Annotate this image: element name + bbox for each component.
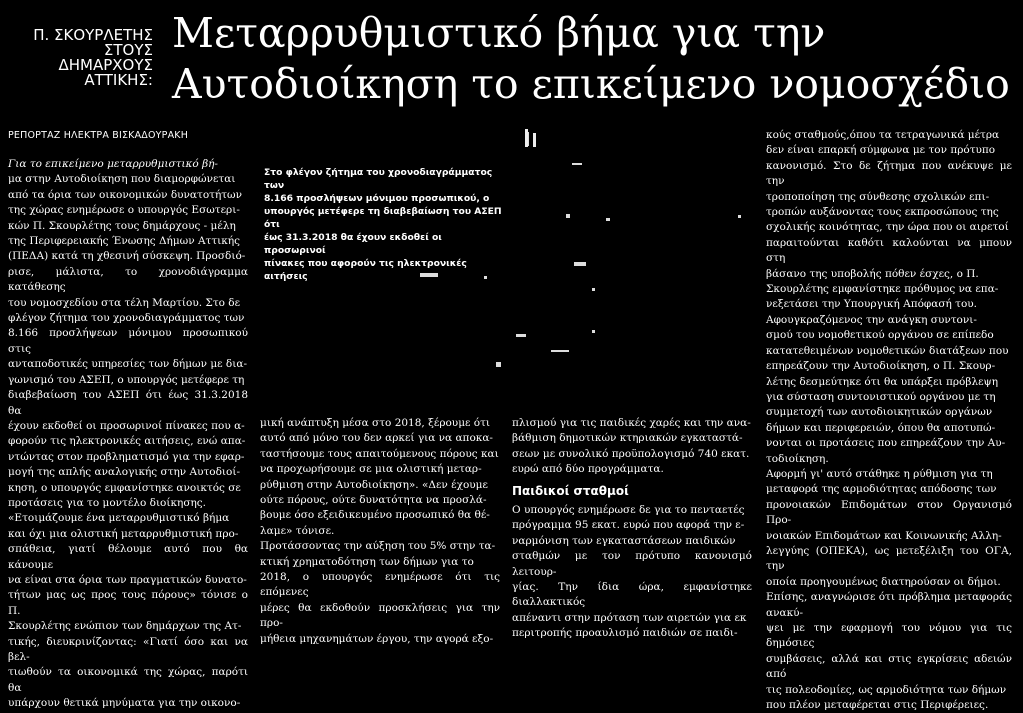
text-line: φορούν τις ηλεκτρονικές αιτήσεις, ενώ απα- xyxy=(8,435,246,448)
text-line: περιτροπής προαυλισμό παιδιών σε παιδι- xyxy=(512,627,738,640)
text-line: ντώντας στον προβληματισμό για την εφαρ- xyxy=(8,450,245,463)
text-line: τροπών αυξάνοντας τους εκπροσώπους της xyxy=(766,206,999,219)
kicker-line: ΑΤΤΙΚΗΣ: xyxy=(84,71,153,89)
text-line: νεξετάσει την Υπουργική Απόφασή του. xyxy=(766,298,978,311)
text-line: νονται οι προτάσεις που επηρεάζουν την Αυ- xyxy=(766,437,1006,450)
text-line: νοιακών Επιδομάτων και Κοινωνικής Αλλη- xyxy=(766,529,1002,542)
column-2 xyxy=(260,416,500,647)
column-3 xyxy=(512,416,752,642)
text-line: Για το επικείμενο μεταρρυθμιστικό βή- xyxy=(8,158,218,170)
text-line: (ΠΕΔΑ) κατά τη χθεσινή σύσκεψη. Προσδιό- xyxy=(8,250,246,263)
text-line: μογή της απλής αναλογικής στην Αυτοδιοί- xyxy=(8,466,241,479)
text-line: «Ετοιμάζουμε ένα μεταρρυθμιστικό βήμα xyxy=(8,512,230,525)
text-line: Αφουγκραζόμενος την ανάγκη συντονι- xyxy=(766,313,977,326)
kicker-line: ΔΗΜΑΡΧΟΥΣ xyxy=(58,56,153,74)
headline xyxy=(172,8,1017,110)
text-line: αυτό από μόνο του δεν αρκεί για να αποκα- xyxy=(260,432,493,445)
text-line: ψει με την εφαρμογή του νόμου για τις δημόσιες xyxy=(766,622,1012,650)
text-line: κατατεθειμένων νομοθετικών διατάξεων που xyxy=(766,344,1009,357)
text-line: 8.166 προσλήψεων μόνιμου προσωπικού στις xyxy=(8,327,248,355)
text-line: σμού του νομοθετικού οργάνου σε επίπεδο xyxy=(766,329,994,342)
text-line: βάσανο της υποβολής πόθεν έσχες, ο Π. xyxy=(766,267,979,280)
text-line: οποία προηγουμένως διατηρούσαν οι δήμοι. xyxy=(766,575,1001,588)
subheading: Παιδικοί σταθμοί xyxy=(512,483,629,498)
text-line: Προτάσσοντας την αύξηση του 5% στην τα- xyxy=(260,540,496,553)
text-line: σπάθεια, γιατί θέλουμε αυτό που θα κάνουμε xyxy=(8,543,248,571)
text-line: συμβάσεις, αλλά και στις εγκρίσεις αδειών από xyxy=(766,652,1012,681)
caption-line: έως 31.3.2018 θα έχουν εκδοθεί οι προσωρινοί xyxy=(264,232,442,256)
text-line: τικής, διευκρινίζοντας: «Γιατί όσο και να βελ- xyxy=(8,635,248,663)
text-line: σεων με συνολικό προϋπολογισμό 740 εκατ. xyxy=(512,447,750,460)
text-line: τοδιοίκηση. xyxy=(766,452,829,465)
text-line: Σκουρλέτης εμφανίστηκε πρόθυμος να επα- xyxy=(766,283,999,296)
text-line: κών Π. Σκουρλέτης τους δημάρχους - μέλη xyxy=(8,219,236,232)
text-line: λεγγύης (ΟΠΕΚΑ), ως μετεξέλιξη του ΟΓΑ, την xyxy=(766,544,1012,573)
text-line: για σύσταση συντονιστικού οργάνου με τη xyxy=(766,390,996,403)
text-line: μική ανάπτυξη μέσα στο 2018, ξέρουμε ότι xyxy=(260,417,491,429)
text-line: σταθμών με τον πρότυπο κανονισμό λειτουρ- xyxy=(512,550,752,578)
text-line: λαμε» τόνισε. xyxy=(260,524,335,537)
text-line: τροποποίηση της σύνθεσης σχολικών επι- xyxy=(766,190,990,203)
text-line: ευρώ από δύο προγράμματα. xyxy=(512,463,664,476)
caption-line: 8.166 προσλήψεων μόνιμου προσωπικού, ο xyxy=(264,193,490,204)
text-line: Σκουρλέτης ενώπιον των δημάρχων της Ατ- xyxy=(8,620,242,633)
text-line: πλισμού για τις παιδικές χαρές και την ανα- xyxy=(512,417,751,429)
text-line: τιωθούν τα οικονομικά της χώρας, παρότι θα xyxy=(8,666,248,694)
text-line: γωνισμό του ΑΣΕΠ, ο υπουργός μετέφερε τη xyxy=(8,373,245,386)
text-line: φλέγον ζήτημα του χρονοδιαγράμματος των xyxy=(8,312,245,325)
text-line: πρόγραμμα 95 εκατ. ευρώ που αφορά την ε- xyxy=(512,519,745,532)
text-line: τις πολεοδομίες, ως αρμοδιότητα των δήμων xyxy=(766,683,1007,696)
text-line: μεταφορά της αρμοδιότητας απόδοσης των xyxy=(766,483,997,496)
kicker xyxy=(8,28,153,88)
text-line: συμμετοχή των αυτοδιοικητικών οργάνων xyxy=(766,406,993,419)
text-line: προτάσεις για το μοντέλο διοίκησης. xyxy=(8,496,207,509)
text-line: κανονισμό. Στο δε ζήτημα που ανέκυψε με την xyxy=(766,159,1012,188)
text-line: σχολικής κοινότητας, την ώρα που οι αιρετοί xyxy=(766,221,1009,234)
text-line: ούτε πόρους, ούτε δυνατότητα να προσλά- xyxy=(260,494,487,507)
headline-line: Μεταρρυθμιστικό βήμα για την xyxy=(172,9,826,57)
photo-caption xyxy=(264,166,504,283)
text-line: βουμε όσο εξειδικευμένο προσωπικό θα θέ- xyxy=(260,509,490,522)
text-line: απέναντι στην πρόταση των αιρετών για εκ xyxy=(512,611,747,624)
text-line: Επίσης, αναγνώρισε ότι πρόβλημα μεταφοράς ανακύ- xyxy=(766,591,1012,619)
text-line: 2018, ο υπουργός ενημέρωσε ότι τις επόμενες xyxy=(260,571,500,599)
text-line: μα στην Αυτοδιοίκηση που διαμορφώνεται xyxy=(8,173,236,186)
column-1 xyxy=(8,157,248,712)
text-line: κηση, ο υπουργός εμφανίστηκε ανοικτός σε xyxy=(8,481,241,494)
text-line: προνοιακών Επιδομάτων στον Οργανισμό Προ- xyxy=(766,498,1012,527)
text-line: ρισε, μάλιστα, το χρονοδιάγραμμα κατάθεσης xyxy=(8,265,248,294)
text-line: επηρεάζουν την Αυτοδιοίκηση, ο Π. Σκουρ- xyxy=(766,360,996,373)
text-line: να προχωρήσουμε σε μια ολιστική μεταρ- xyxy=(260,463,482,476)
column-4 xyxy=(766,128,1012,713)
text-line: παραιτούνται καθότι καλούνται να μπουν στη xyxy=(766,236,1012,265)
text-line: μέρες θα εκδοθούν προσκλήσεις για την προ- xyxy=(260,601,500,630)
caption-line: πίνακες που αφορούν τις ηλεκτρονικές αιτήσεις xyxy=(264,258,467,282)
text-line: μήθεια μηχανημάτων έργου, την αγορά εξο- xyxy=(260,632,494,645)
text-line: της Περιφερειακής Ένωσης Δήμων Αττικής xyxy=(8,235,240,248)
text-line: τήτων μας ως προς τους πόρους» τόνισε ο Π. xyxy=(8,589,248,617)
text-line: διαβεβαίωση του ΑΣΕΠ ότι έως 31.3.2018 θα xyxy=(8,389,248,417)
text-line: κούς σταθμούς,όπου τα τετραγωνικά μέτρα xyxy=(766,129,1000,141)
text-line: δήμων και περιφερειών, όπου θα αποτυπώ- xyxy=(766,421,996,434)
byline: ΡΕΠΟΡΤΑΖ ΗΛΕΚΤΡΑ ΒΙΣΚΑΔΟΥΡΑΚΗ xyxy=(8,130,189,141)
text-line: ναρμόνιση των εγκαταστάσεων παιδικών xyxy=(512,534,736,547)
caption-line: Στο φλέγον ζήτημα του χρονοδιαγράμματος των xyxy=(264,167,493,191)
text-line: από τα όρια των οικονομικών δυνατοτήτων xyxy=(8,188,242,201)
text-line: γίας. Την ίδια ώρα, εμφανίστηκε διαλλακτικός xyxy=(512,581,752,609)
text-line: του νομοσχεδίου στα τέλη Μαρτίου. Στο δε xyxy=(8,296,241,309)
text-line: ταστήσουμε τους απαιτούμενους πόρους και xyxy=(260,447,499,460)
text-line: που πλέον μεταφέρεται στις Περιφέρειες. xyxy=(766,699,989,712)
kicker-line: Π. ΣΚΟΥΡΛΕΤΗΣ xyxy=(33,26,153,44)
text-line: και όχι μια ολιστική μεταρρυθμιστική προ- xyxy=(8,527,239,540)
kicker-line: ΣΤΟΥΣ xyxy=(103,41,153,59)
text-line: λέτης δεσμεύτηκε ότι θα υπάρξει πρόβλεψη xyxy=(766,375,999,388)
text-line: βάθμιση δημοτικών κτηριακών εγκαταστά- xyxy=(512,432,743,445)
text-line: υπάρχουν θετικά μηνύματα για την οικονο- xyxy=(8,697,241,710)
text-line: έχουν εκδοθεί οι προσωρινοί πίνακες που α- xyxy=(8,419,245,432)
text-line: ρύθμιση στην Αυτοδιοίκηση». «Δεν έχουμε xyxy=(260,478,488,491)
text-line: της χώρας ενημέρωσε ο υπουργός Εσωτερι- xyxy=(8,204,240,217)
headline-line: Αυτοδιοίκηση το επικείμενο νομοσχέδιο xyxy=(172,60,1010,108)
text-line: δεν είναι επαρκή σύμφωνα με τον πρότυπο xyxy=(766,144,996,157)
text-line: να είναι στα όρια των πραγματικών δυνατο- xyxy=(8,573,247,586)
text-line: κτική χρηματοδότηση των δήμων για το xyxy=(260,555,474,568)
text-line: ανταποδοτικές υπηρεσίες των δήμων με δια- xyxy=(8,358,248,371)
text-line: Ο υπουργός ενημέρωσε δε για το πενταετές xyxy=(512,504,745,517)
caption-line: υπουργός μετέφερε τη διαβεβαίωση του ΑΣΕΠ ότι xyxy=(264,206,502,230)
text-line: Αφορμή γι' αυτό στάθηκε η ρύθμιση για τη xyxy=(766,467,993,480)
